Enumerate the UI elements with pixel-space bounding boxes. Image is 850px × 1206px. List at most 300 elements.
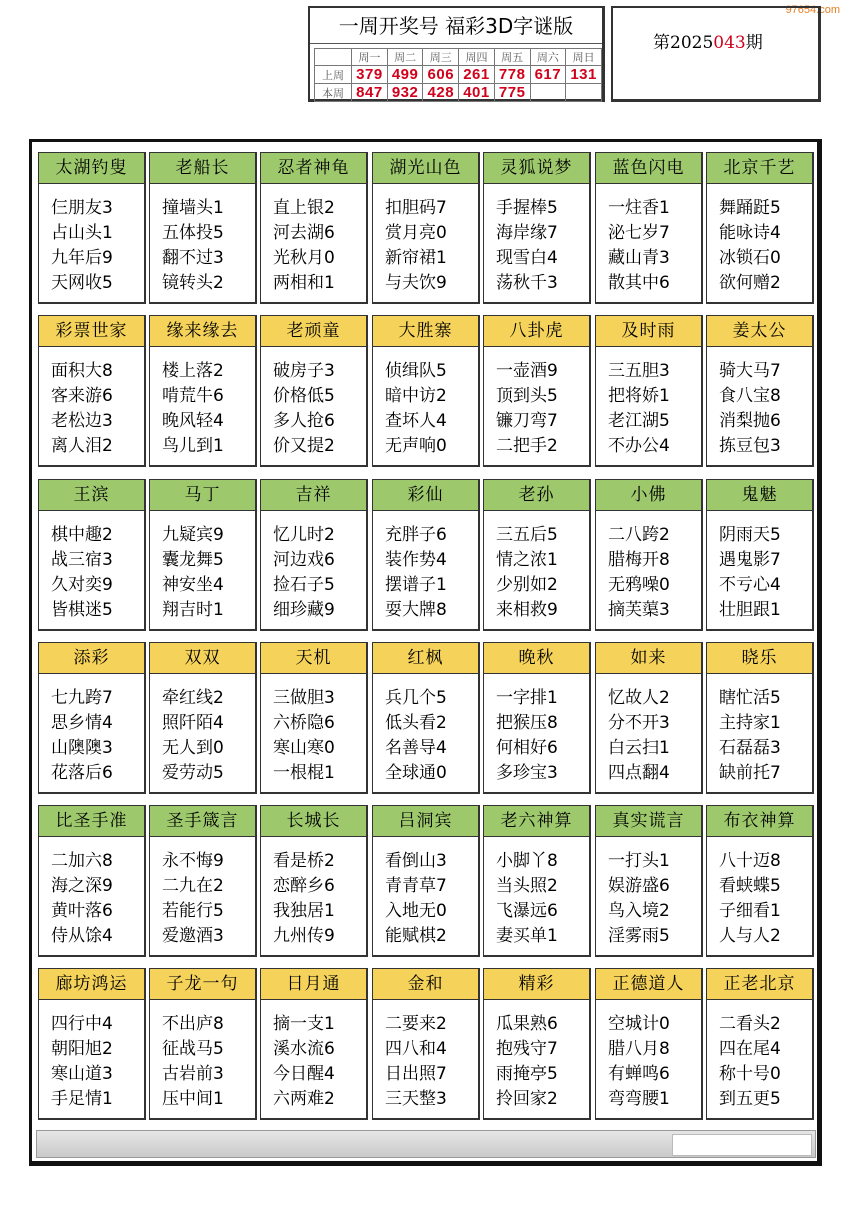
riddle-line: 空城计0 (608, 1014, 670, 1034)
riddle-line: 二八跨2 (608, 525, 670, 545)
riddle-card (372, 642, 480, 794)
riddle-card (38, 152, 146, 304)
riddle-lines (373, 837, 478, 949)
riddle-line: 寒山寒0 (273, 738, 335, 758)
riddle-card (483, 805, 591, 957)
riddle-line: 妻买单1 (496, 926, 558, 946)
this-week-row (315, 84, 602, 102)
riddle-line: 古岩前3 (162, 1064, 224, 1084)
riddle-card (483, 479, 591, 631)
riddle-card (149, 642, 257, 794)
riddle-lines (484, 837, 589, 949)
day-label: 周一 (352, 49, 388, 66)
riddle-line: 子细看1 (719, 901, 781, 921)
riddle-lines (707, 511, 812, 623)
riddle-card (260, 152, 368, 304)
riddle-lines (373, 1000, 478, 1112)
riddle-card (706, 315, 814, 467)
riddle-line: 价格低5 (273, 386, 335, 406)
riddle-line: 爱邀酒3 (162, 926, 224, 946)
riddle-lines (39, 511, 144, 623)
card-title: 如来 (596, 643, 701, 674)
card-title: 晓乐 (707, 643, 812, 674)
card-title: 马丁 (150, 480, 255, 511)
riddle-line: 欲何赠2 (719, 273, 781, 293)
riddle-lines (261, 674, 366, 786)
riddle-lines (484, 674, 589, 786)
riddle-line: 娱游盛6 (608, 876, 670, 896)
card-title: 精彩 (484, 969, 589, 1000)
riddle-line: 五体投5 (162, 223, 224, 243)
riddle-line: 新帘裙1 (385, 248, 447, 268)
riddle-line: 有蝉鸣6 (608, 1064, 670, 1084)
riddle-line: 寒山道3 (51, 1064, 113, 1084)
riddle-line: 面积大8 (51, 361, 113, 381)
last-week-row (315, 66, 602, 84)
day-label: 周四 (459, 49, 495, 66)
riddle-line: 主持家1 (719, 713, 781, 733)
riddle-card (372, 152, 480, 304)
riddle-line: 白云扫1 (608, 738, 670, 758)
riddle-line: 小脚丫8 (496, 851, 558, 871)
card-title: 廊坊鸿运 (39, 969, 144, 1000)
riddle-line: 不出庐8 (162, 1014, 224, 1034)
riddle-line: 看蛱蝶5 (719, 876, 781, 896)
riddle-card (260, 968, 368, 1120)
riddle-line: 腊八月8 (608, 1039, 670, 1059)
draw-number (566, 84, 602, 102)
riddle-line: 六两难2 (273, 1089, 335, 1109)
riddle-line: 来相救9 (496, 600, 558, 620)
riddle-line: 四在尾4 (719, 1039, 781, 1059)
riddle-line: 河去湖6 (273, 223, 335, 243)
riddle-line: 阴雨天5 (719, 525, 781, 545)
day-label: 周五 (494, 49, 530, 66)
riddle-line: 细珍藏9 (273, 600, 335, 620)
day-label: 周六 (530, 49, 566, 66)
riddle-card (260, 315, 368, 467)
riddle-line: 两相和1 (273, 273, 335, 293)
riddle-lines (261, 511, 366, 623)
day-label: 周二 (387, 49, 423, 66)
row-label: 上周 (315, 66, 352, 84)
card-title: 正德道人 (596, 969, 701, 1000)
header-title: 一周开奖号 福彩3D字谜版 (310, 8, 602, 44)
riddle-line: 三天整3 (385, 1089, 447, 1109)
riddle-card (149, 805, 257, 957)
riddle-line: 雨掩亭5 (496, 1064, 558, 1084)
riddle-line: 四行中4 (51, 1014, 113, 1034)
draw-number (530, 84, 566, 102)
riddle-line: 壮胆跟1 (719, 600, 781, 620)
draw-number: 428 (423, 84, 459, 102)
riddle-lines (707, 674, 812, 786)
riddle-line: 与夫饮9 (385, 273, 447, 293)
riddle-line: 骑大马7 (719, 361, 781, 381)
card-title: 小佛 (596, 480, 701, 511)
riddle-line: 一字排1 (496, 688, 558, 708)
draw-number: 401 (459, 84, 495, 102)
riddle-lines (596, 184, 701, 296)
riddle-line: 海岸缘7 (496, 223, 558, 243)
riddle-line: 侦缉队5 (385, 361, 447, 381)
riddle-card (595, 968, 703, 1120)
riddle-line: 日出照7 (385, 1064, 447, 1084)
riddle-line: 溪水流6 (273, 1039, 335, 1059)
riddle-line: 啃荒牛6 (162, 386, 224, 406)
riddle-card (483, 152, 591, 304)
riddle-lines (39, 674, 144, 786)
draw-number: 617 (530, 66, 566, 84)
card-title: 双双 (150, 643, 255, 674)
riddle-lines (707, 184, 812, 296)
riddle-line: 把将娇1 (608, 386, 670, 406)
riddle-line: 暗中访2 (385, 386, 447, 406)
riddle-card (372, 968, 480, 1120)
riddle-line: 囊龙舞5 (162, 550, 224, 570)
riddle-line: 全球通0 (385, 763, 447, 783)
riddle-line: 瞎忙活5 (719, 688, 781, 708)
riddle-line: 若能行5 (162, 901, 224, 921)
riddle-line: 三五胆3 (608, 361, 670, 381)
riddle-line: 老松边3 (51, 411, 113, 431)
card-title: 老孙 (484, 480, 589, 511)
riddle-line: 能赋棋2 (385, 926, 447, 946)
riddle-line: 分不开3 (608, 713, 670, 733)
riddle-line: 手足情1 (51, 1089, 113, 1109)
riddle-lines (39, 837, 144, 949)
riddle-line: 侍从馀4 (51, 926, 113, 946)
card-title: 老六神算 (484, 806, 589, 837)
riddle-line: 征战马5 (162, 1039, 224, 1059)
riddle-line: 一炷香1 (608, 198, 670, 218)
riddle-line: 鸟儿到1 (162, 436, 224, 456)
riddle-line: 思乡情4 (51, 713, 113, 733)
riddle-line: 楼上落2 (162, 361, 224, 381)
draw-results-header (308, 6, 605, 102)
riddle-line: 八十迈8 (719, 851, 781, 871)
riddle-line: 离人泪2 (51, 436, 113, 456)
riddle-line: 直上银2 (273, 198, 335, 218)
riddle-line: 二加六8 (51, 851, 113, 871)
riddle-line: 称十号0 (719, 1064, 781, 1084)
riddle-line: 河边戏6 (273, 550, 335, 570)
riddle-line: 二九在2 (162, 876, 224, 896)
card-title: 老顽童 (261, 316, 366, 347)
riddle-lines (484, 511, 589, 623)
riddle-line: 到五更5 (719, 1089, 781, 1109)
riddle-line: 三五后5 (496, 525, 558, 545)
riddle-lines (150, 184, 255, 296)
riddle-line: 我独居1 (273, 901, 335, 921)
riddle-line: 名善导4 (385, 738, 447, 758)
riddle-line: 飞瀑远6 (496, 901, 558, 921)
riddle-line: 低头看2 (385, 713, 447, 733)
riddle-line: 今日醒4 (273, 1064, 335, 1084)
riddle-line: 消梨抛6 (719, 411, 781, 431)
riddle-line: 二把手2 (496, 436, 558, 456)
riddle-lines (484, 184, 589, 296)
card-title: 灵狐说梦 (484, 153, 589, 184)
riddle-card (595, 479, 703, 631)
riddle-lines (484, 1000, 589, 1112)
riddle-line: 赏月亮0 (385, 223, 447, 243)
issue-number: 第2025043期 (653, 33, 763, 53)
riddle-line: 拣豆包3 (719, 436, 781, 456)
riddle-lines (150, 1000, 255, 1112)
riddle-line: 兵几个5 (385, 688, 447, 708)
riddle-line: 摘一支1 (273, 1014, 335, 1034)
day-label: 周三 (423, 49, 459, 66)
card-title: 北京千艺 (707, 153, 812, 184)
riddle-line: 三做胆3 (273, 688, 335, 708)
riddle-line: 舞踊跹5 (719, 198, 781, 218)
riddle-line: 压中间1 (162, 1089, 224, 1109)
riddle-line: 藏山青3 (608, 248, 670, 268)
riddle-card (483, 642, 591, 794)
riddle-line: 看倒山3 (385, 851, 447, 871)
riddle-line: 把猴压8 (496, 713, 558, 733)
riddle-card (149, 479, 257, 631)
card-title: 真实谎言 (596, 806, 701, 837)
riddle-lines (596, 674, 701, 786)
card-title: 吕洞宾 (373, 806, 478, 837)
riddle-line: 顶到头5 (496, 386, 558, 406)
riddle-line: 牵红线2 (162, 688, 224, 708)
riddle-card (483, 968, 591, 1120)
riddle-line: 现雪白4 (496, 248, 558, 268)
riddle-card (372, 805, 480, 957)
card-title: 蓝色闪电 (596, 153, 701, 184)
riddle-line: 当头照2 (496, 876, 558, 896)
card-title: 及时雨 (596, 316, 701, 347)
riddle-line: 不亏心4 (719, 575, 781, 595)
draw-number: 847 (352, 84, 388, 102)
riddle-line: 腊梅开8 (608, 550, 670, 570)
riddle-line: 恋醉乡6 (273, 876, 335, 896)
riddle-line: 捡石子5 (273, 575, 335, 595)
riddle-lines (707, 1000, 812, 1112)
riddle-line: 九疑宾9 (162, 525, 224, 545)
riddle-lines (707, 347, 812, 459)
riddle-lines (150, 347, 255, 459)
riddle-card (260, 479, 368, 631)
riddle-line: 何相好6 (496, 738, 558, 758)
days-row (315, 49, 602, 66)
riddle-card (483, 315, 591, 467)
riddle-line: 占山头1 (51, 223, 113, 243)
card-title: 王滨 (39, 480, 144, 511)
riddle-card (149, 315, 257, 467)
riddle-line: 翻不过3 (162, 248, 224, 268)
riddle-lines (39, 1000, 144, 1112)
riddle-card (595, 152, 703, 304)
riddle-card (706, 805, 814, 957)
riddle-line: 一壶酒9 (496, 361, 558, 381)
riddle-line: 荡秋千3 (496, 273, 558, 293)
card-title: 圣手箴言 (150, 806, 255, 837)
draw-number: 606 (423, 66, 459, 84)
card-title: 湖光山色 (373, 153, 478, 184)
riddle-line: 神安坐4 (162, 575, 224, 595)
card-title: 鬼魅 (707, 480, 812, 511)
riddle-line: 爱劳动5 (162, 763, 224, 783)
riddle-line: 少别如2 (496, 575, 558, 595)
riddle-line: 镜转头2 (162, 273, 224, 293)
riddle-lines (261, 184, 366, 296)
card-title: 八卦虎 (484, 316, 589, 347)
card-title: 忍者神龟 (261, 153, 366, 184)
riddle-line: 看是桥2 (273, 851, 335, 871)
riddle-card (149, 968, 257, 1120)
riddle-line: 忆儿时2 (273, 525, 335, 545)
card-title: 大胜寨 (373, 316, 478, 347)
riddle-line: 查坏人4 (385, 411, 447, 431)
riddle-card (706, 479, 814, 631)
riddle-line: 光秋月0 (273, 248, 335, 268)
riddle-line: 无人到0 (162, 738, 224, 758)
card-title: 天机 (261, 643, 366, 674)
riddle-line: 九年后9 (51, 248, 113, 268)
riddle-line: 晚风轻4 (162, 411, 224, 431)
riddle-card (38, 968, 146, 1120)
card-title: 正老北京 (707, 969, 812, 1000)
riddle-line: 散其中6 (608, 273, 670, 293)
riddle-line: 一打头1 (608, 851, 670, 871)
card-title: 吉祥 (261, 480, 366, 511)
riddle-line: 久对奕9 (51, 575, 113, 595)
riddle-line: 多人抢6 (273, 411, 335, 431)
riddle-line: 抱残守7 (496, 1039, 558, 1059)
card-title: 彩仙 (373, 480, 478, 511)
riddle-line: 淫雾雨5 (608, 926, 670, 946)
riddle-line: 客来游6 (51, 386, 113, 406)
riddle-card (260, 642, 368, 794)
card-title: 姜太公 (707, 316, 812, 347)
riddle-lines (150, 511, 255, 623)
riddle-line: 九州传9 (273, 926, 335, 946)
riddle-line: 弯弯腰1 (608, 1089, 670, 1109)
draw-number: 499 (387, 66, 423, 84)
riddle-line: 摘芙蕖3 (608, 600, 670, 620)
riddle-lines (373, 347, 478, 459)
riddle-line: 仨朋友3 (51, 198, 113, 218)
riddle-line: 山隩隩3 (51, 738, 113, 758)
riddle-lines (373, 511, 478, 623)
riddle-card (38, 479, 146, 631)
riddle-line: 拎回家2 (496, 1089, 558, 1109)
riddle-line: 人与人2 (719, 926, 781, 946)
card-title: 太湖钓叟 (39, 153, 144, 184)
riddle-line: 充胖子6 (385, 525, 447, 545)
riddle-line: 忆故人2 (608, 688, 670, 708)
riddle-line: 手握棒5 (496, 198, 558, 218)
riddle-line: 瓜果熟6 (496, 1014, 558, 1034)
riddle-card (38, 642, 146, 794)
riddle-card (372, 479, 480, 631)
riddle-card (706, 152, 814, 304)
riddle-line: 棋中趣2 (51, 525, 113, 545)
riddle-line: 老江湖5 (608, 411, 670, 431)
riddle-line: 鸟入境2 (608, 901, 670, 921)
riddle-line: 战三宿3 (51, 550, 113, 570)
riddle-lines (596, 511, 701, 623)
riddle-line: 翔吉时1 (162, 600, 224, 620)
weekly-results-table (314, 48, 602, 102)
riddle-lines (39, 347, 144, 459)
riddle-lines (261, 1000, 366, 1112)
riddle-line: 天网收5 (51, 273, 113, 293)
card-title: 缘来缘去 (150, 316, 255, 347)
card-title: 彩票世家 (39, 316, 144, 347)
footer-box (672, 1134, 812, 1156)
riddle-lines (150, 674, 255, 786)
riddle-line: 青青草7 (385, 876, 447, 896)
card-title: 晚秋 (484, 643, 589, 674)
riddle-line: 装作势4 (385, 550, 447, 570)
riddle-card (706, 642, 814, 794)
riddle-line: 食八宝8 (719, 386, 781, 406)
issue-box (611, 6, 821, 102)
day-label: 周日 (566, 49, 602, 66)
card-title: 日月通 (261, 969, 366, 1000)
card-title: 子龙一句 (150, 969, 255, 1000)
riddle-line: 无鸦噪0 (608, 575, 670, 595)
riddle-line: 扣胆码7 (385, 198, 447, 218)
card-title: 红枫 (373, 643, 478, 674)
draw-number: 778 (494, 66, 530, 84)
card-title: 老船长 (150, 153, 255, 184)
riddle-line: 七九跨7 (51, 688, 113, 708)
riddle-lines (39, 184, 144, 296)
riddle-line: 六桥隐6 (273, 713, 335, 733)
riddle-line: 二看头2 (719, 1014, 781, 1034)
riddle-line: 一根棍1 (273, 763, 335, 783)
riddle-line: 永不悔9 (162, 851, 224, 871)
site-watermark: 97654.com (785, 4, 840, 16)
row-label: 本周 (315, 84, 352, 102)
riddle-line: 石磊磊3 (719, 738, 781, 758)
riddle-lines (484, 347, 589, 459)
card-title: 比圣手准 (39, 806, 144, 837)
riddle-line: 撞墙头1 (162, 198, 224, 218)
riddle-lines (707, 837, 812, 949)
riddle-line: 不办公4 (608, 436, 670, 456)
riddle-lines (150, 837, 255, 949)
riddle-line: 海之深9 (51, 876, 113, 896)
riddle-line: 破房子3 (273, 361, 335, 381)
riddle-lines (596, 347, 701, 459)
riddle-line: 价又提2 (273, 436, 335, 456)
riddle-line: 无声响0 (385, 436, 447, 456)
riddle-line: 多珍宝3 (496, 763, 558, 783)
riddle-line: 皆棋迷5 (51, 600, 113, 620)
riddle-card (149, 152, 257, 304)
riddle-lines (596, 837, 701, 949)
riddle-line: 四八和4 (385, 1039, 447, 1059)
riddle-lines (373, 674, 478, 786)
riddle-line: 朝阳旭2 (51, 1039, 113, 1059)
riddle-card (595, 805, 703, 957)
riddle-card (38, 315, 146, 467)
riddle-line: 四点翻4 (608, 763, 670, 783)
riddle-card (595, 315, 703, 467)
riddle-line: 花落后6 (51, 763, 113, 783)
riddle-lines (373, 184, 478, 296)
draw-number: 261 (459, 66, 495, 84)
card-title: 金和 (373, 969, 478, 1000)
riddle-line: 泌七岁7 (608, 223, 670, 243)
